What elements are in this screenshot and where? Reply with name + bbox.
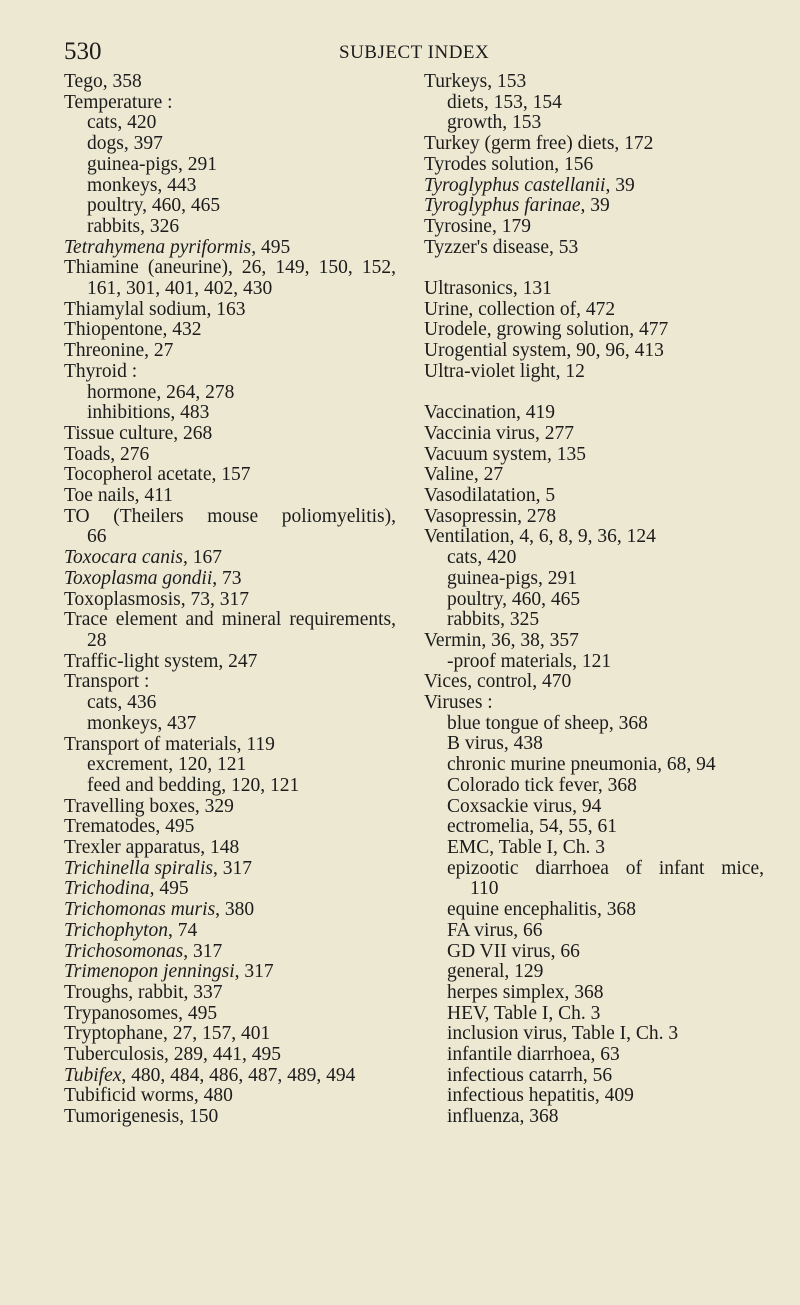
index-subentry: inhibitions, 483 xyxy=(87,402,210,424)
species-name: Trichophyton xyxy=(64,919,169,941)
index-entry: Tissue culture, 268 xyxy=(64,422,213,444)
index-entry: Troughs, rabbit, 337 xyxy=(64,981,223,1003)
index-subentry: guinea-pigs, 291 xyxy=(447,567,577,589)
index-subentry: poultry, 460, 465 xyxy=(447,588,581,610)
index-subentry: rabbits, 326 xyxy=(87,215,180,237)
index-entry xyxy=(64,900,396,921)
species-name: Trichomonas muris xyxy=(64,899,216,921)
index-entry xyxy=(424,196,764,217)
index-subentry: blue tongue of sheep, 368 xyxy=(447,712,648,734)
index-subentry: inclusion virus, Table I, Ch. 3 xyxy=(447,1023,679,1045)
page-refs: , 317 xyxy=(234,961,274,983)
index-subentry: cats, 420 xyxy=(447,547,517,569)
index-subentry: equine encephalitis, 368 xyxy=(447,899,636,921)
index-entry: Ultra-violet light, 12 xyxy=(424,360,585,382)
index-entry: Urine, collection of, 472 xyxy=(424,298,616,320)
index-subentry: feed and bedding, 120, 121 xyxy=(87,774,300,796)
index-subentry: -proof materials, 121 xyxy=(447,650,612,672)
index-entry: Travelling boxes, 329 xyxy=(64,795,234,817)
index-subentry: cats, 436 xyxy=(87,692,157,714)
index-subentry: guinea-pigs, 291 xyxy=(87,153,217,175)
index-column-left xyxy=(64,72,396,1128)
index-entry: Vasodilatation, 5 xyxy=(424,485,556,507)
index-subentry: EMC, Table I, Ch. 3 xyxy=(447,836,606,858)
index-entry: Vaccination, 419 xyxy=(424,402,556,424)
species-name: Trimenopon jenningsi xyxy=(64,961,235,983)
index-entry-continuation: 66 xyxy=(87,526,107,548)
species-name: Trichinella spiralis xyxy=(64,857,213,879)
index-entry: Thiamylal sodium, 163 xyxy=(64,298,246,320)
index-entry: Toe nails, 411 xyxy=(64,485,173,507)
index-entry xyxy=(64,238,396,259)
index-entry xyxy=(64,942,396,963)
index-entry: Viruses : xyxy=(424,692,493,714)
index-entry: Toads, 276 xyxy=(64,443,150,465)
index-subentry: Colorado tick fever, 368 xyxy=(447,774,637,796)
index-subentry: general, 129 xyxy=(447,961,544,983)
index-subentry: poultry, 460, 465 xyxy=(87,195,221,217)
index-subentry: monkeys, 437 xyxy=(87,712,197,734)
index-entry: Urodele, growing solution, 477 xyxy=(424,319,669,341)
index-subentry: dogs, 397 xyxy=(87,133,163,155)
index-column-right xyxy=(424,72,764,1128)
running-head: SUBJECT INDEX xyxy=(339,42,490,63)
index-subentry: Coxsackie virus, 94 xyxy=(447,795,602,817)
page-refs: , 73 xyxy=(212,567,242,589)
page-refs: , 39 xyxy=(605,174,635,196)
index-entry: Transport of materials, 119 xyxy=(64,733,275,755)
index-subentry: hormone, 264, 278 xyxy=(87,381,235,403)
index-entry: Tumorigenesis, 150 xyxy=(64,1106,219,1128)
index-subentry: epizootic diarrhoea of infant mice, xyxy=(447,857,764,879)
page-refs: , 480, 484, 486, 487, 489, 494 xyxy=(121,1064,356,1086)
index-subentry: diets, 153, 154 xyxy=(447,91,562,113)
page-refs: , 380 xyxy=(215,899,255,921)
index-entry: Toxoplasmosis, 73, 317 xyxy=(64,588,249,610)
index-entry: Thiamine (aneurine), 26, 149, 150, 152, xyxy=(64,257,396,279)
index-entry: Temperature : xyxy=(64,91,173,113)
index-subentry: infantile diarrhoea, 63 xyxy=(447,1044,620,1066)
index-entry: Tubificid worms, 480 xyxy=(64,1085,233,1107)
index-subentry: ectromelia, 54, 55, 61 xyxy=(447,816,618,838)
index-entry: Transport : xyxy=(64,671,150,693)
index-entry: Vermin, 36, 38, 357 xyxy=(424,629,579,651)
index-entry: TO (Theilers mouse poliomyelitis), xyxy=(64,505,396,527)
index-entry xyxy=(64,569,396,590)
index-subentry: infectious catarrh, 56 xyxy=(447,1064,613,1086)
species-name: Tyroglyphus castellanii xyxy=(424,174,606,196)
index-subentry: B virus, 438 xyxy=(447,733,543,755)
index-entry: Trematodes, 495 xyxy=(64,816,195,838)
index-entry: Tyrodes solution, 156 xyxy=(424,153,594,175)
index-entry: Thyroid : xyxy=(64,360,138,382)
page-refs: , 495 xyxy=(149,878,189,900)
index-entry: Vacuum system, 135 xyxy=(424,443,586,465)
species-name: Tubifex xyxy=(64,1064,122,1086)
index-entry: Tyrosine, 179 xyxy=(424,215,531,237)
index-subentry: influenza, 368 xyxy=(447,1106,559,1128)
species-name: Tyroglyphus farinae xyxy=(424,195,581,217)
index-entry: Vasopressin, 278 xyxy=(424,505,557,527)
index-entry xyxy=(64,1066,396,1087)
index-entry xyxy=(64,962,396,983)
index-entry xyxy=(64,921,396,942)
index-entry: Urogential system, 90, 96, 413 xyxy=(424,340,664,362)
index-entry: Tyzzer's disease, 53 xyxy=(424,236,579,258)
index-entry: Turkey (germ free) diets, 172 xyxy=(424,133,654,155)
species-name: Trichosomonas xyxy=(64,940,184,962)
index-entry-continuation: 161, 301, 401, 402, 430 xyxy=(87,278,273,300)
page-refs: , 317 xyxy=(212,857,252,879)
index-entry: Threonine, 27 xyxy=(64,340,174,362)
index-entry xyxy=(64,548,396,569)
index-subentry: HEV, Table I, Ch. 3 xyxy=(447,1002,601,1024)
index-entry xyxy=(424,176,764,197)
page-number: 530 xyxy=(64,38,102,65)
index-entry: Tocopherol acetate, 157 xyxy=(64,464,251,486)
index-entry: Valine, 27 xyxy=(424,464,504,486)
species-name: Tetrahymena pyriformis xyxy=(64,236,252,258)
index-subentry: herpes simplex, 368 xyxy=(447,981,604,1003)
index-entry-continuation: 28 xyxy=(87,629,107,651)
index-spacer xyxy=(424,258,764,279)
index-entry: Vaccinia virus, 277 xyxy=(424,422,575,444)
index-entry: Tuberculosis, 289, 441, 495 xyxy=(64,1044,282,1066)
index-subentry: excrement, 120, 121 xyxy=(87,754,247,776)
index-entry: Turkeys, 153 xyxy=(424,71,527,92)
index-entry: Ultrasonics, 131 xyxy=(424,278,552,300)
index-subentry: infectious hepatitis, 409 xyxy=(447,1085,634,1107)
index-subentry: cats, 420 xyxy=(87,112,157,134)
page-refs: , 74 xyxy=(168,919,198,941)
index-entry xyxy=(64,879,396,900)
index-entry-continuation: 110 xyxy=(470,878,499,900)
species-name: Toxocara canis xyxy=(64,547,183,569)
species-name: Trichodina xyxy=(64,878,150,900)
index-entry xyxy=(64,859,396,880)
index-subentry: growth, 153 xyxy=(447,112,542,134)
index-entry: Tryptophane, 27, 157, 401 xyxy=(64,1023,271,1045)
index-subentry: rabbits, 325 xyxy=(447,609,540,631)
index-subentry: chronic murine pneumonia, 68, 94 xyxy=(447,754,716,776)
index-subentry: GD VII virus, 66 xyxy=(447,940,580,962)
index-subentry: FA virus, 66 xyxy=(447,919,543,941)
index-spacer xyxy=(424,383,764,404)
page-refs: , 495 xyxy=(251,236,291,258)
index-entry: Tego, 358 xyxy=(64,71,142,92)
page-refs: , 167 xyxy=(183,547,222,569)
page-refs: , 39 xyxy=(580,195,610,217)
index-subentry: monkeys, 443 xyxy=(87,174,197,196)
index-entry: Trexler apparatus, 148 xyxy=(64,837,240,859)
index-entry: Trypanosomes, 495 xyxy=(64,1002,218,1024)
species-name: Toxoplasma gondii xyxy=(64,567,213,589)
index-entry: Vices, control, 470 xyxy=(424,671,572,693)
index-entry: Thiopentone, 432 xyxy=(64,319,202,341)
index-entry: Ventilation, 4, 6, 8, 9, 36, 124 xyxy=(424,526,656,548)
index-entry: Traffic-light system, 247 xyxy=(64,650,258,672)
page-refs: , 317 xyxy=(183,940,223,962)
index-entry: Trace element and mineral requirements, xyxy=(64,609,396,631)
